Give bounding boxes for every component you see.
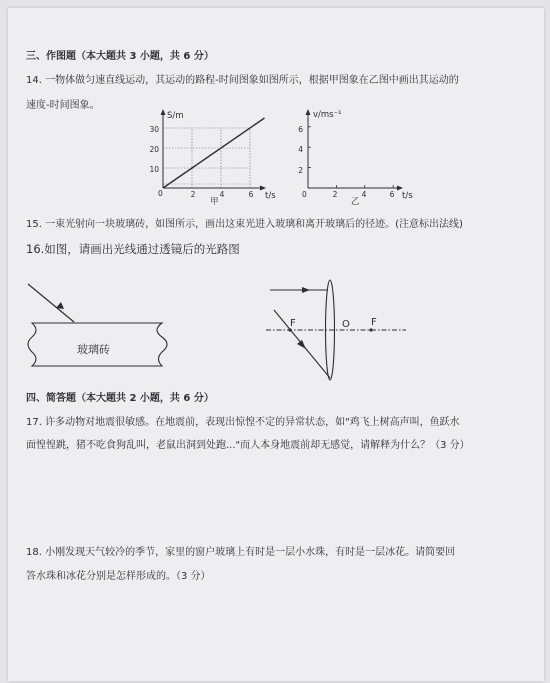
graph-yi-xtick: 4	[361, 190, 367, 199]
graph-yi-ytick: 4	[298, 145, 303, 154]
q17-line2: 面惶惶跳，猪不吃食狗乱叫，老鼠出洞到处跑..."而人本身地震前却无感觉，请解释为什么？（3 分）	[26, 440, 470, 451]
graph-jia-ytick: 10	[149, 165, 159, 174]
graph-yi-xlabel: t/s	[402, 191, 413, 201]
q17-line1: 17. 许多动物对地震很敏感。在地震前，表现出惊惶不定的异常状态，如"鸡飞上树高声叫，鱼跃水	[26, 417, 460, 428]
lens-figure	[258, 276, 418, 386]
graph-jia-ylabel: S/m	[167, 111, 184, 121]
exam-page	[8, 8, 544, 681]
graph-jia-caption: 甲	[210, 197, 219, 206]
ray-through-focus-arrow	[297, 340, 306, 349]
graph-jia-y-arrow	[161, 109, 166, 115]
section3-heading: 三、作图题（本大题共 3 小题，共 6 分）	[26, 51, 214, 62]
focus-left-label: F	[290, 318, 296, 329]
optical-center-label: O	[342, 319, 350, 330]
graph-jia-x-arrow	[260, 186, 266, 191]
graph-yi-xtick: 2	[332, 190, 338, 199]
graph-yi-ylabel: v/ms⁻¹	[313, 110, 342, 120]
graph-yi-x-arrow	[397, 186, 403, 191]
q18-line1: 18. 小刚发现天气较冷的季节，家里的窗户玻璃上有时是一层小水珠，有时是一层冰花。请简要回	[26, 547, 456, 558]
graph-yi	[288, 104, 428, 206]
graph-jia-xtick: 0	[158, 189, 163, 198]
graph-jia-xtick: 2	[190, 190, 196, 199]
graph-jia-xtick: 6	[248, 190, 254, 199]
incident-ray-arrow	[56, 302, 64, 309]
q14-line2: 速度-时间图象。	[26, 100, 100, 111]
section4-heading: 四、简答题（本大题共 2 小题，共 6 分）	[26, 393, 214, 404]
graph-yi-y-arrow	[306, 109, 311, 115]
graph-yi-ytick: 6	[298, 125, 303, 134]
ray-parallel-arrow	[302, 287, 310, 293]
graph-jia-series-line	[163, 118, 265, 188]
graph-jia-ytick: 30	[149, 125, 159, 134]
graph-yi-caption: 乙	[351, 197, 360, 206]
glass-brick-figure	[22, 276, 192, 376]
glass-brick-label: 玻璃砖	[77, 343, 110, 356]
graph-yi-xtick: 6	[389, 190, 395, 199]
focus-right-dot	[369, 328, 372, 331]
focus-right-label: F	[371, 317, 377, 328]
graph-jia-ytick: 20	[149, 145, 159, 154]
graph-yi-xtick: 0	[302, 190, 307, 199]
q16-text: 16.如图，请画出光线通过透镜后的光路图	[26, 242, 240, 256]
graph-jia-xtick: 4	[219, 190, 225, 199]
graph-jia-xlabel: t/s	[265, 191, 276, 201]
graph-jia	[138, 106, 278, 206]
graph-yi-ytick: 2	[298, 166, 303, 175]
q15-text: 15. 一束光射向一块玻璃砖，如图所示，画出这束光进入玻璃和离开玻璃后的径迹。(注意标出法线)	[26, 219, 463, 230]
incident-ray	[28, 284, 74, 322]
q14-line1: 14. 一物体做匀速直线运动，其运动的路程-时间图象如图所示，根据甲图象在乙图中画出其运动的	[26, 75, 459, 86]
q18-line2: 答水珠和冰花分别是怎样形成的。（3 分）	[26, 571, 211, 582]
